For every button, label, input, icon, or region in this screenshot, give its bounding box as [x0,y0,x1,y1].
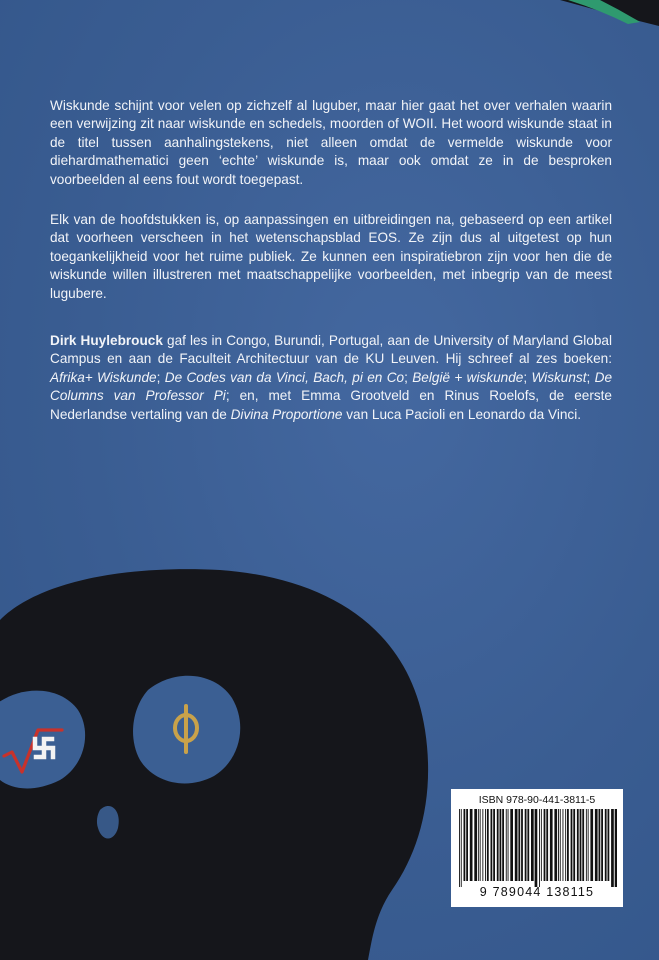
isbn-label: ISBN 978-90-441-3811-5 [478,794,596,806]
barcode-bar [582,809,584,881]
barcode-bar [615,809,617,887]
barcode-bar [531,809,534,881]
barcode-bar [605,809,607,881]
barcode-bar [500,809,502,881]
book-title-3: België + wiskunde [412,369,524,385]
barcode-bar [510,809,513,881]
barcode-bar [558,809,559,881]
barcode-bar [577,809,579,881]
blurb-paragraph-1: Wiskunde schijnt voor velen op zichzelf al luguber, maar hier gaat het over verhalen waarin een verwijzing zit naar wiskunde en schedels, moorden of WOII. Het woord wiskunde staat in de titel tussen aanhalingstekens, niet alleen omdat de vermelde wiskunde voor diehardmathematici geen ‘echte’ wiskunde is, maar ook omdat ze in de besproken voorbeelden al eens fout wordt toegepast. [50,98,612,187]
barcode-bar [567,809,569,881]
barcode-bar [487,809,489,881]
bio-separator-1: ; [156,369,165,385]
barcode-bar [493,809,495,881]
barcode-bar [539,809,540,887]
barcode-bar [502,809,504,881]
barcode-bar [608,809,610,881]
barcode-bar [565,809,566,881]
barcode-icon [457,809,617,887]
barcode-bar [518,809,520,881]
book-title-5: De Columns van Professor Pi [50,369,613,404]
barcode-bar [571,809,573,881]
barcode-bar [508,809,509,881]
bio-separator-2: ; [404,369,413,385]
bio-text-3: van Luca Pacioli en Leonardo da Vinci. [342,406,582,422]
barcode-bar [560,809,561,881]
book-title-4: Wiskunst [531,369,587,385]
barcode-bar [580,809,582,881]
blurb-paragraph-2: Elk van de hoofdstukken is, op aanpassingen en uitbreidingen na, gebaseerd op een artikel dat voorheen verscheen in het wetenschapsblad EOS. Ze zijn dus al uitgetest op hun toegankelijkheid voor het ruime publiek. Ze kunnen een inspiratiebron zijn voor hen die de wiskunde willen illustreren met maatschappelijke voorbeelden, met inbegrip van de meest lugubere. [50,212,612,301]
barcode-bar [497,809,499,881]
barcode-bar [554,809,557,881]
barcode-bar [544,809,546,881]
barcode-bar [601,809,603,881]
barcode-bar [550,809,553,881]
bio-separator-3: ; [523,369,532,385]
barcode-bar [563,809,564,881]
barcode-bar [506,809,507,881]
barcode-bar [541,809,542,881]
barcode-bar [480,809,481,881]
book-title-2: De Codes van da Vinci, Bach, pi en Co [164,369,405,385]
barcode-bar [459,809,460,887]
barcode-bar [464,809,466,881]
barcode-bar [535,809,538,887]
barcode-bar [470,809,473,881]
barcode-bar [474,809,477,881]
author-bio [50,332,612,424]
barcode-bar [546,809,548,881]
skull-icon [0,560,440,960]
bio-text-2: ; en, met Emma Grootveld en Rinus Roelofs, de eerste Nederlandse vertaling van de [50,388,612,422]
bio-text-1: gaf les in Congo, Burundi, Portugal, aan de University of Maryland Global Campus en aan de Faculteit Architectuur van de KU Leuven. Hij schreef al zes boeken: [50,333,612,367]
barcode-bar [525,809,527,881]
book-title-1: Afrika+ Wiskunde [50,369,157,385]
barcode-bar [527,809,529,881]
author-name: Dirk Huylebrouck [50,333,163,348]
barcode-bar [466,809,468,881]
barcode-bar [482,809,483,881]
barcode-panel [451,789,623,907]
barcode-bar [586,809,587,881]
book-title-6: Divina Proportione [230,406,343,422]
barcode-bar [461,809,462,887]
barcode-digits: 9 789044 138115 [479,885,595,899]
barcode-bar [573,809,575,881]
barcode-bar [599,809,601,881]
barcode-bar [611,809,614,887]
barcode-bar [521,809,523,881]
bio-separator-4: ; [586,369,595,385]
barcode-bar [595,809,598,881]
barcode-bar [588,809,589,881]
barcode-bar [515,809,518,881]
barcode-bar [485,809,486,881]
barcode-bar [590,809,593,881]
corner-decoration [0,0,659,60]
barcode-bar [491,809,493,881]
barcode-bar [478,809,479,881]
